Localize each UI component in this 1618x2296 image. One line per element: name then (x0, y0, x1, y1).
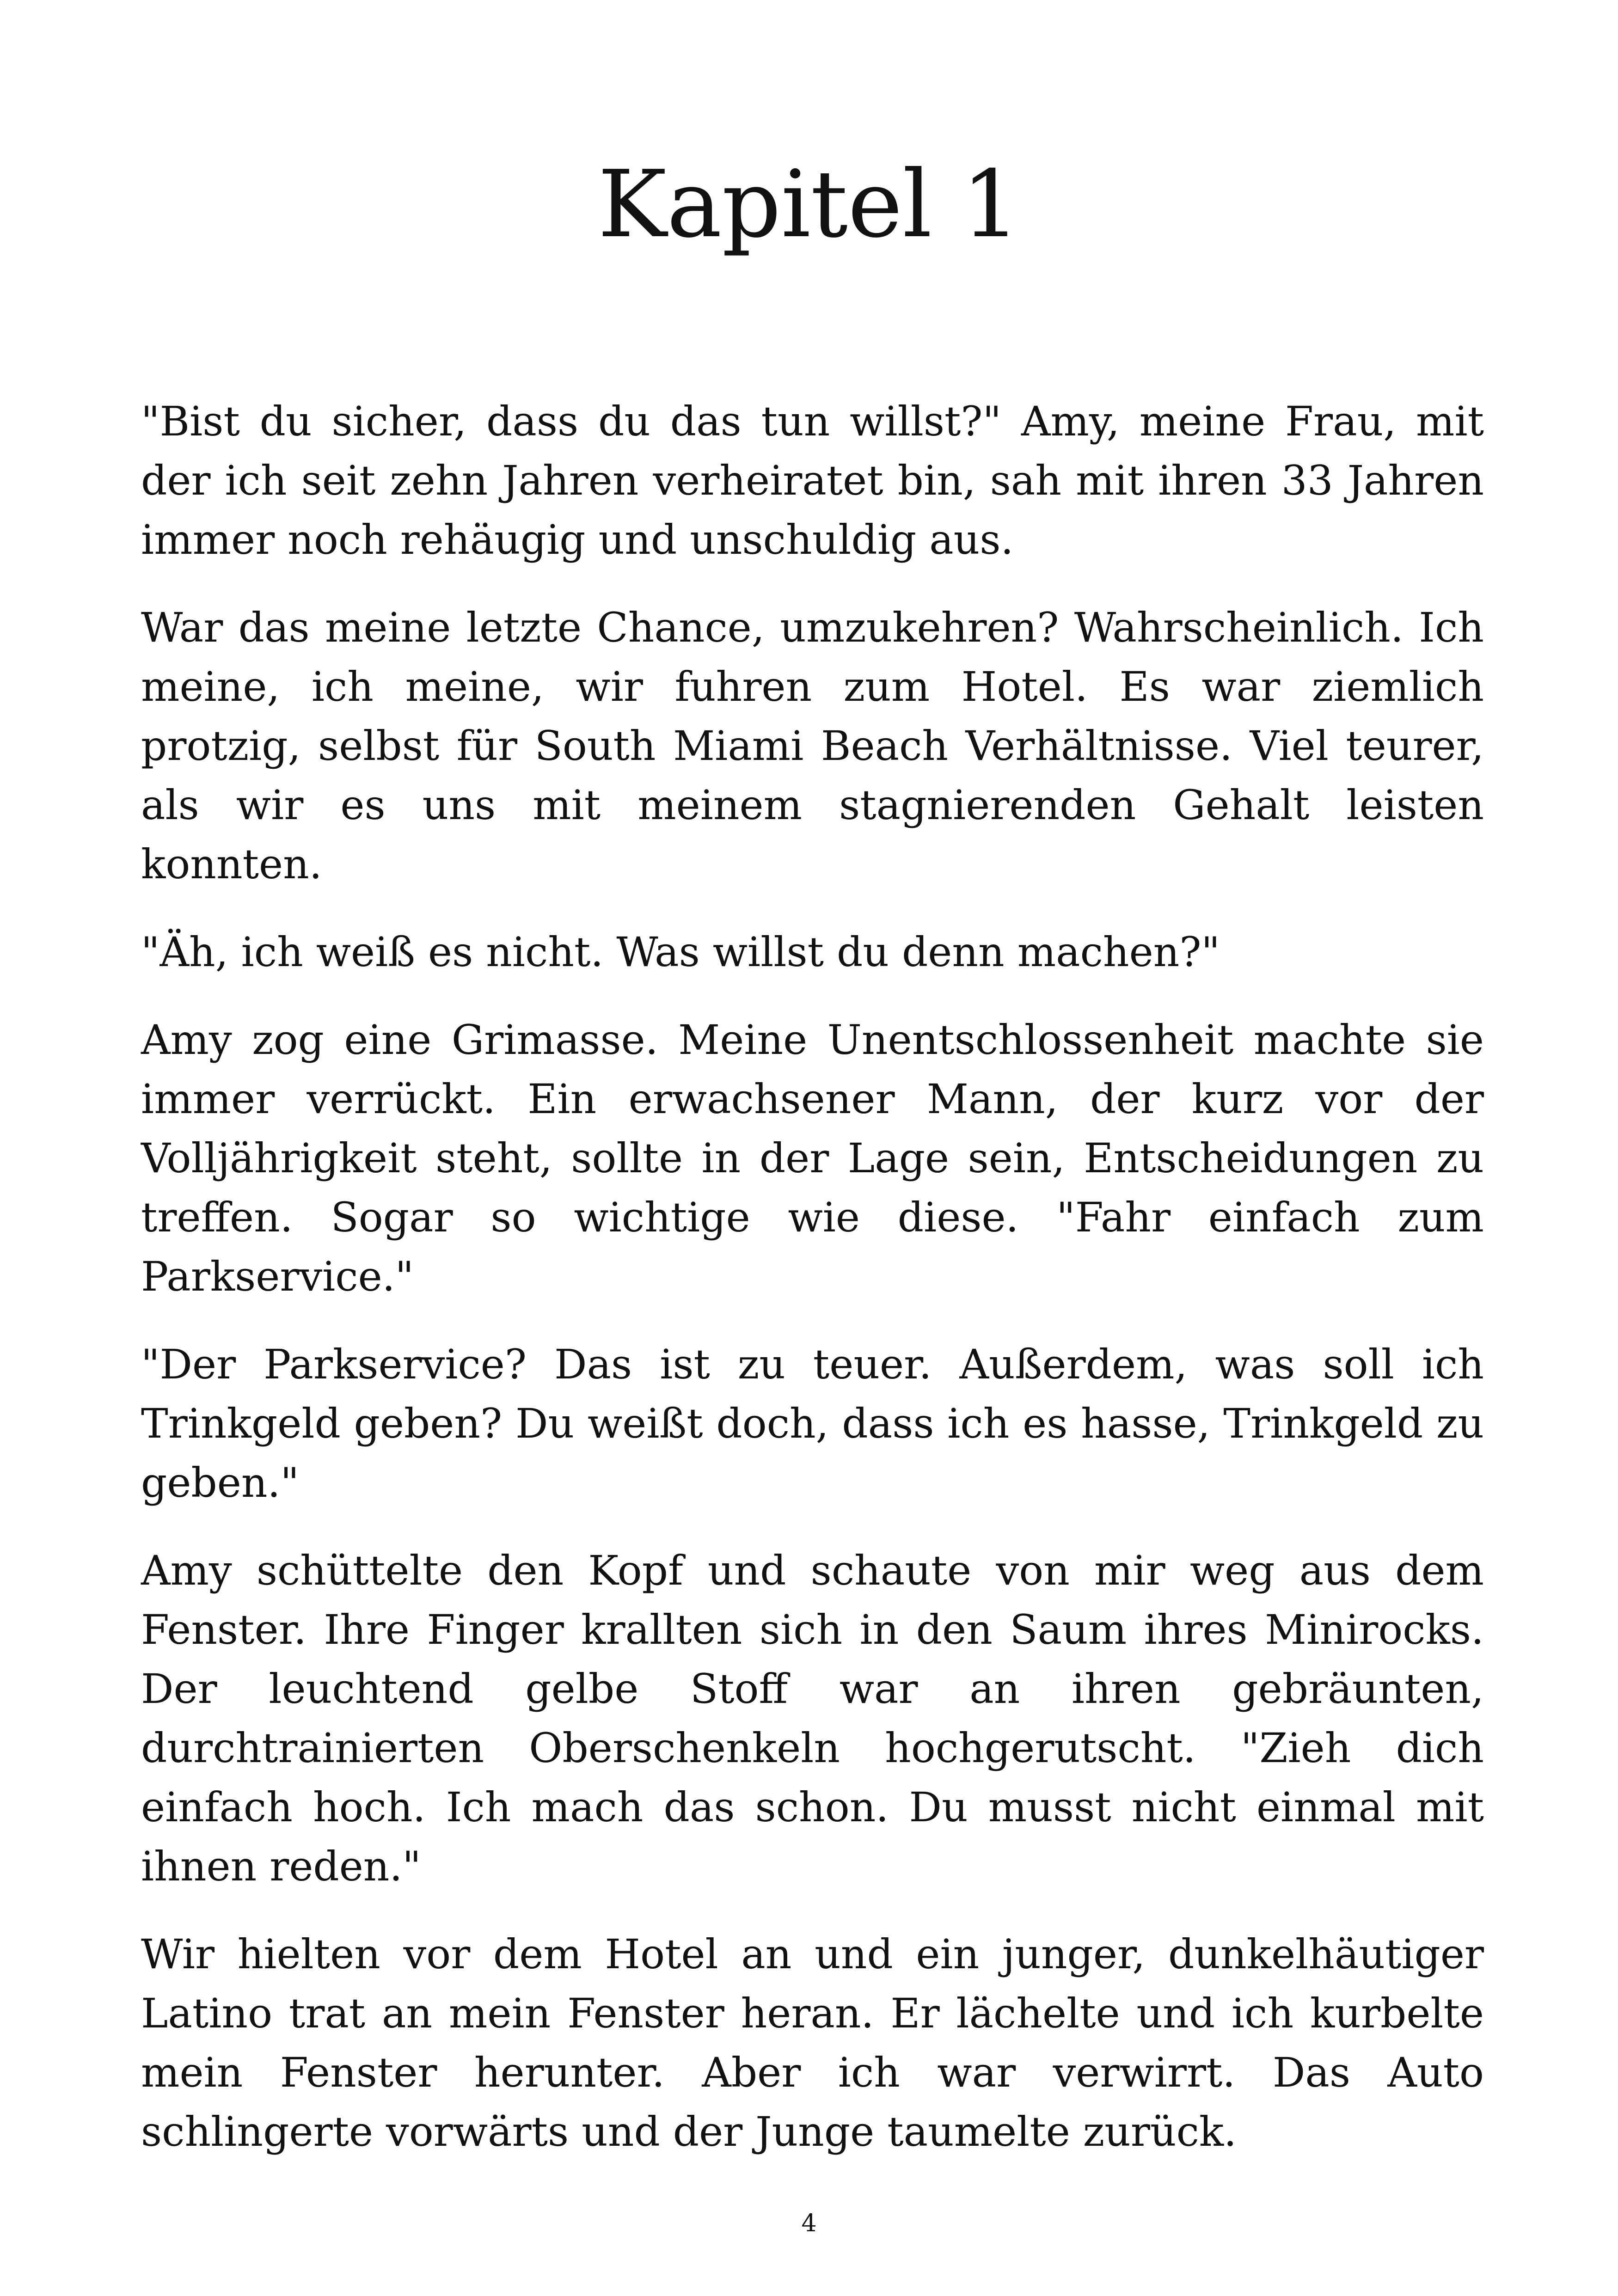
paragraph: War das meine letzte Chance, umzukehren? Wahrscheinlich. Ich meine, ich meine, wir fuhren zum Hotel. Es war ziemlich protzig, selbst für South Miami Beach Verhältnisse. Viel teurer, als wir es uns mit meinem stagnierenden Gehalt leisten konnten. (141, 604, 1484, 888)
paragraph: Amy schüttelte den Kopf und schaute von mir weg aus dem Fenster. Ihre Finger krallten sich in den Saum ihres Minirocks. Der leuchtend gelbe Stoff war an ihren gebräunten, durchtrainierten Oberschenkeln hochgerutscht. "Zieh dich einfach hoch. Ich mach das schon. Du musst nicht einmal mit ihnen reden." (141, 1547, 1484, 1890)
chapter-title: Kapitel 1 (597, 151, 1021, 258)
paragraph: "Äh, ich weiß es nicht. Was willst du denn machen?" (141, 928, 1220, 976)
page-number: 4 (801, 2210, 817, 2237)
paragraph: "Bist du sicher, dass du das tun willst?" Amy, meine Frau, mit der ich seit zehn Jahren verheiratet bin, sah mit ihren 33 Jahren immer noch rehäugig und unschuldig aus. (141, 398, 1484, 563)
body-text (141, 392, 1484, 2190)
paragraph: "Der Parkservice? Das ist zu teuer. Außerdem, was soll ich Trinkgeld geben? Du weißt doch, dass ich es hasse, Trinkgeld zu geben." (141, 1341, 1484, 1506)
paragraph: Wir hielten vor dem Hotel an und ein junger, dunkelhäutiger Latino trat an mein Fenster heran. Er lächelte und ich kurbelte mein Fenster herunter. Aber ich war verwirrt. Das Auto schlingerte vorwärts und der Junge taumelte zurück. (141, 1930, 1484, 2155)
paragraph: Amy zog eine Grimasse. Meine Unentschlossenheit machte sie immer verrückt. Ein erwachsener Mann, der kurz vor der Volljährigkeit steht, sollte in der Lage sein, Entscheidungen zu treffen. Sogar so wichtige wie diese. "Fahr einfach zum Parkservice." (141, 1016, 1484, 1300)
